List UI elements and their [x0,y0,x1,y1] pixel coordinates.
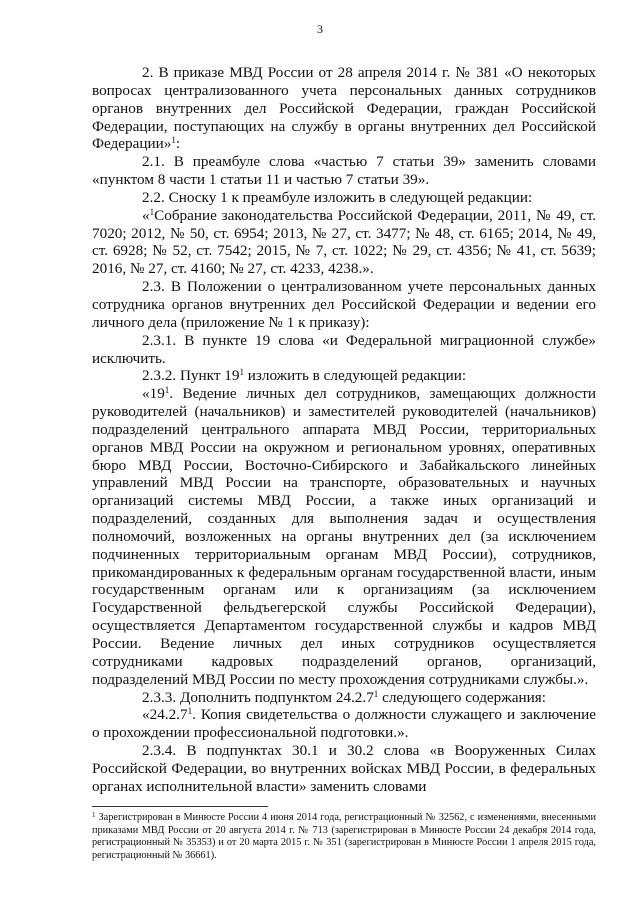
paragraph-2-3-3: 2.3.3. Дополнить подпунктом 24.2.7$^1$ следующего содержания: [142,688,546,706]
document-body [92,64,596,796]
page-number: 3 [317,22,323,36]
footnote-ref: 1 [171,135,176,146]
footnote-text: Зарегистрирован в Минюсте России 4 июня 2014 года, регистрационный № 32562, с изменениями, внесенными приказами МВД России от 20 августа 2014 г. № 713 (зарегистрирован в Минюсте России 24 декабря 2014 года, регистрационный № 35353) и от 20 марта 2015 г. № 351 (зарегистрирован в Минюсте России 1 апреля 2015 года, регистрационный № 36661). [92,812,596,862]
footnote [92,812,596,863]
footnote-separator [92,806,268,807]
superscript: 1 [164,385,170,396]
paragraph-24-2-7-1-quote: «24.2.7$^1$. Копия свидетельства о должности служащего и заключение о прохождении профессиональной подготовки.». [92,706,596,742]
paragraph-19-1-quote: «$19^1$. Ведение личных дел сотрудников, замещающих должности руководителей (начальников) и заместителей руководителей (начальников) подразделений центрального аппарата МВД России, территориальных органов МВД России на окружном и региональном уровнях, оперативных бюро МВД России, Восточно-Сибирского и Забайкальского линейных управлений МВД России на транспорте, образовательных и научных организаций системы МВД России, а также иных организаций и подразделений, созданных для выполнения задач и осуществления полномочий, возложенных на органы внутренних дел (за исключением подчиненных территориальным органам МВД России), сотрудников, прикомандированных к федеральным органам государственной власти, иным государственным органам или к организациям (за исключением Государственной фельдъегерской службы Российской Федерации), осуществляется Департаментом государственной службы и кадров МВД России. Ведение личных дел иных сотрудников осуществляется сотрудниками кадровых подразделений органов, организаций, подразделений МВД России по месту прохождения сотрудниками службы.». [92,385,596,688]
paragraph-footnote-quote: «$^1$Собрание законодательства Российской Федерации, 2011, № 49, ст. 7020; 2012, № 50, ст. 6954; 2013, № 27, ст. 3477; № 48, ст. 6165; 2014, № 49, ст. 6928; № 52, ст. 7542; 2015, № 7, ст. 1022; № 29, ст. 4356; № 41, ст. 5639; 2016, № 27, ст. 4160; № 27, ст. 4233, 4238.». [92,206,596,278]
paragraph-2-3-4: 2.3.4. В подпунктах 30.1 и 30.2 слова «в Вооруженных Силах Российской Федерации, во внутренних войсках МВД России, в федеральных органах исполнительной власти» заменить словами [92,742,596,795]
footnote-marker: 1 [92,811,96,819]
superscript: 1 [187,706,193,717]
superscript: 1 [239,367,244,378]
footnote-ref: 1 [149,206,155,217]
paragraph-2-1: 2.1. В преамбуле слова «частью 7 статьи 39» заменить словами «пунктом 8 части 1 статьи 11 и частью 7 статьи 39». [92,153,596,189]
superscript: 1 [373,688,379,699]
paragraph-2-3: 2.3. В Положении о централизованном учете персональных данных сотрудника органов внутренних дел Российской Федерации и ведении его личного дела (приложение № 1 к приказу): [92,278,596,331]
paragraph-2: 2. В приказе МВД России от 28 апреля 2014 г. № 381 «О некоторых вопросах централизованного учета персональных данных сотрудников органов внутренних дел Российской Федерации, граждан Российской Федерации, поступающих на службу в органы внутренних дел Российской Федерации»$^1$: [92,64,596,153]
paragraph-2-3-1: 2.3.1. В пункте 19 слова «и Федеральной миграционной службе» исключить. [92,331,596,367]
paragraph-2-3-2: 2.3.2. Пункт $19^1$ изложить в следующей редакции: [142,367,467,385]
paragraph-2-2: 2.2. Сноску 1 к преамбуле изложить в следующей редакции: [142,188,533,206]
